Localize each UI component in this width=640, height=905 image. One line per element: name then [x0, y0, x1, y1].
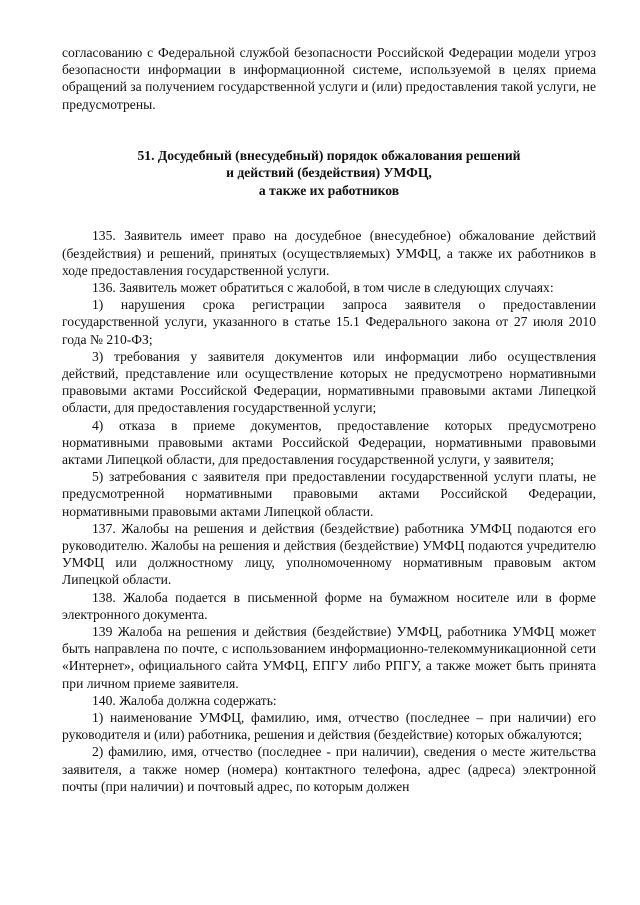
list-item-136-1: 1) нарушения срока регистрации запроса заявителя о предоставлении государственной услуги, указанного в статье 15.1 Федерального закона от 27 июля 2010 года № 210-ФЗ;	[62, 297, 596, 347]
document-page	[62, 44, 596, 795]
section-heading-line-3: а также их работников	[258, 182, 400, 198]
paragraph-137: 137. Жалобы на решения и действия (бездействие) работника УМФЦ подаются его руководителю. Жалобы на решения и действия (бездействие) УМФЦ подаются учредителю УМФЦ или должностному лицу, уполномоченному нормативным правовым актом Липецкой области.	[62, 520, 596, 588]
intro-paragraph: согласованию с Федеральной службой безопасности Российской Федерации модели угроз безопасности информации в информационной системе, используемой в целях приема обращений за получением государственной услуги и (или) предоставления такой услуги, не предусмотрены.	[62, 45, 596, 112]
paragraph-135: 135. Заявитель имеет право на досудебное (внесудебное) обжалование действий (бездействия) и решений, принятых (осуществляемых) УМФЦ, а также их работников в ходе предоставления государственной услуги.	[62, 228, 596, 278]
list-item-140-1: 1) наименование УМФЦ, фамилию, имя, отчество (последнее – при наличии) его руководителя и (или) работника, решения и действия (бездействие) которых обжалуются;	[62, 710, 596, 743]
paragraph-139: 139 Жалоба на решения и действия (бездействие) УМФЦ, работника УМФЦ может быть направлена по почте, с использованием информационно-телекоммуникационной сети «Интернет», официального сайта УМФЦ, ЕПГУ либо РПГУ, а также может быть принята при личном приеме заявителя.	[62, 623, 596, 691]
paragraph-140: 140. Жалоба должна содержать:	[92, 692, 277, 708]
list-item-136-3: 3) требования у заявителя документов или информации либо осуществления действий, представление или осуществление которых не предусмотрено нормативными правовыми актами Российской Федерации, нормативными правовыми актами Липецкой области, для предоставления государственной услуги;	[62, 348, 596, 416]
list-item-140-2: 2) фамилию, имя, отчество (последнее - при наличии), сведения о месте жительства заявителя, а также номер (номера) контактного телефона, адрес (адреса) электронной почты (при наличии) и почтовый адрес, по которым должен	[62, 744, 596, 794]
paragraph-136: 136. Заявитель может обратиться с жалобой, в том числе в следующих случаях:	[92, 279, 554, 295]
list-item-136-4: 4) отказа в приеме документов, предоставление которых предусмотрено нормативными правовыми актами Российской Федерации, нормативными правовыми актами Липецкой области, для предоставления государственной услуги, у заявителя;	[62, 417, 596, 467]
section-heading-line-1: 51. Досудебный (внесудебный) порядок обжалования решений	[137, 147, 521, 163]
list-item-136-5: 5) затребования с заявителя при предоставлении государственной услуги платы, не предусмотренной нормативными правовыми актами Российской Федерации, нормативными правовыми актами Липецкой области.	[62, 469, 596, 519]
section-heading	[62, 147, 596, 200]
section-heading-line-2: и действий (бездействия) УМФЦ,	[226, 165, 432, 181]
paragraph-138: 138. Жалоба подается в письменной форме на бумажном носителе или в форме электронного документа.	[62, 589, 596, 622]
